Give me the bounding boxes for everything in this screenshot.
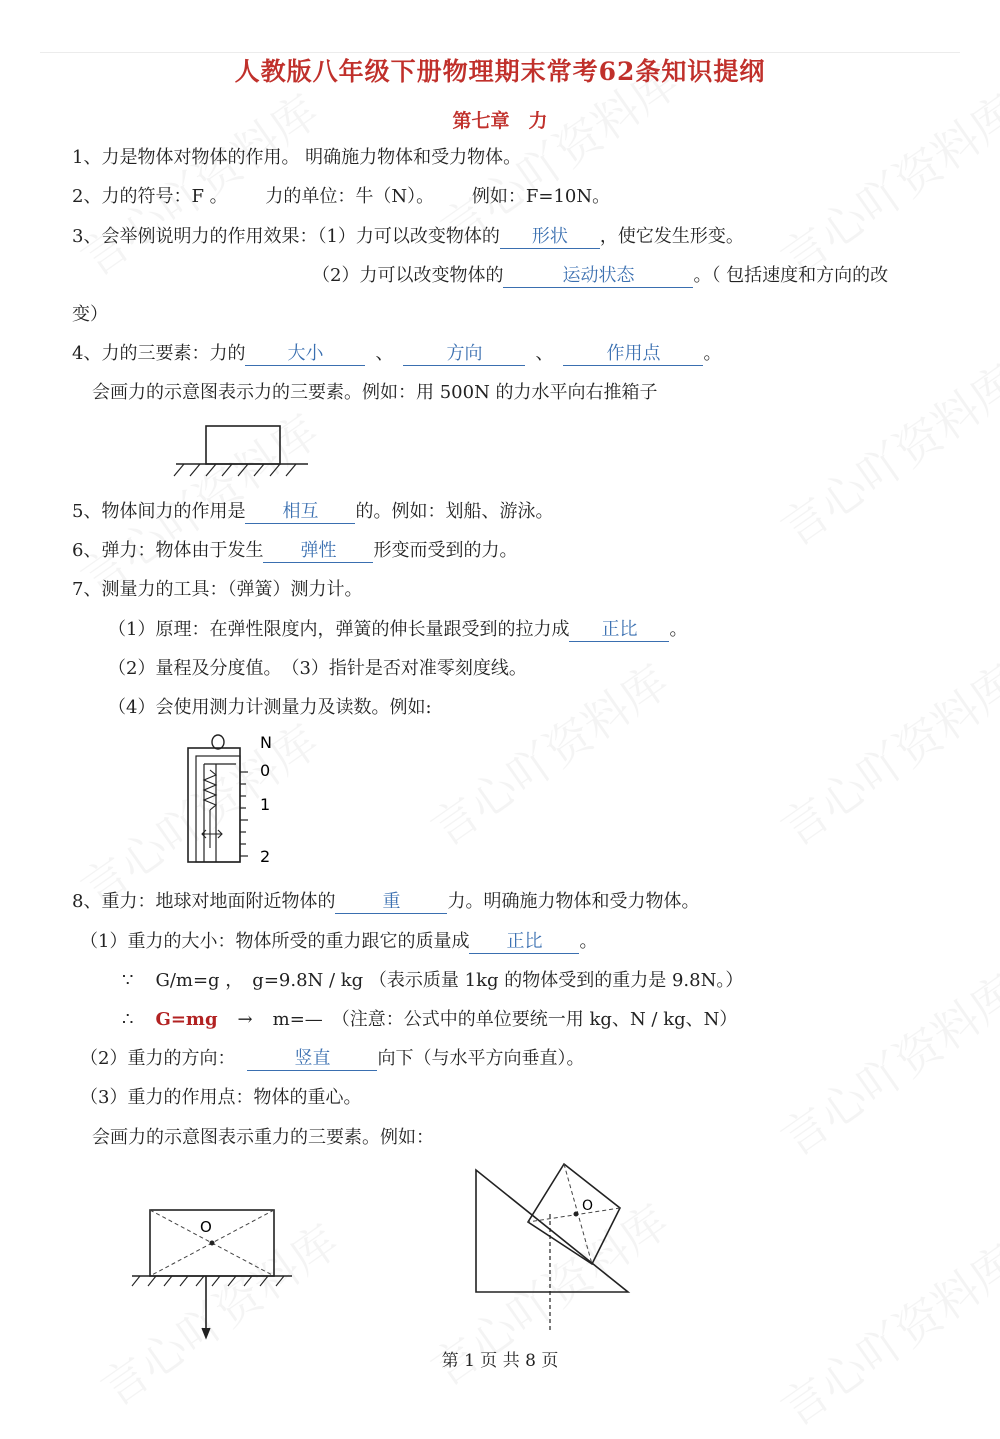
item-3b	[312, 264, 888, 288]
answer-blank: 作用点	[563, 343, 703, 366]
item-6-text: 6、弹力：物体由于发生	[72, 540, 264, 561]
answer-blank: 正比	[569, 619, 669, 642]
ground-hatching	[132, 1276, 284, 1286]
gauge-unit-label: N	[260, 733, 272, 752]
answer-blank: 重	[335, 891, 447, 914]
item-7a	[108, 618, 687, 642]
item-8-text: 8、重力：地球对地面附近物体的	[72, 891, 336, 912]
box-shape	[206, 426, 280, 464]
item-8e: （3）重力的作用点：物体的重心。	[80, 1087, 362, 1108]
item-8c-text: m=— （注意：公式中的单位要统一用 kg、N / kg、N）	[272, 1009, 738, 1030]
answer-blank: 形状	[500, 226, 600, 249]
spring-coil	[204, 770, 216, 810]
item-8d	[80, 1047, 584, 1071]
item-3	[72, 225, 744, 249]
item-5	[72, 500, 553, 524]
chapter-heading: 第七章 力	[452, 110, 548, 132]
gauge-tick-label: 0	[260, 761, 271, 780]
item-8	[72, 890, 699, 914]
formula-highlight: G=mg	[155, 1009, 218, 1030]
arrow-symbol: →	[237, 1009, 253, 1030]
answer-blank: 相互	[245, 501, 355, 524]
item-5-text: 5、物体间力的作用是	[72, 501, 246, 522]
spring-scale-diagram	[180, 730, 290, 865]
scale-ticks	[240, 772, 248, 856]
item-8d-text: （2）重力的方向：	[80, 1048, 236, 1069]
item-7: 7、测量力的工具：（弹簧）测力计。	[72, 579, 363, 600]
gauge-tick-label: 1	[260, 795, 271, 814]
separator: 、	[535, 343, 554, 364]
therefore-symbol: ∴	[122, 1009, 134, 1030]
box-on-ground-diagram	[170, 420, 320, 490]
item-2-symbol: 2、力的符号：F 。	[72, 186, 228, 207]
item-8b	[122, 969, 743, 993]
separator: 、	[375, 343, 394, 364]
center-label: O	[200, 1218, 212, 1236]
item-8b-text: G/m=g ， g=9.8N / kg （表示质量 1kg 的物体受到的重力是 9.8N。）	[155, 970, 744, 991]
item-2	[72, 185, 610, 209]
item-7c: （4）会使用测力计测量力及读数。例如:	[108, 697, 432, 718]
answer-blank: 大小	[245, 343, 365, 366]
watermark	[766, 347, 1000, 559]
page-footer: 第 1 页 共 8 页	[441, 1351, 559, 1371]
item-7a-end: 。	[669, 619, 688, 640]
answer-blank: 方向	[403, 343, 525, 366]
watermark	[766, 957, 1000, 1169]
item-8f: 会画力的示意图表示重力的三要素。例如：	[92, 1127, 434, 1148]
item-5-text-end: 的。例如：划船、游泳。	[355, 501, 554, 522]
item-7a-text: （1）原理：在弹性限度内，弹簧的伸长量跟受到的拉力成	[108, 619, 570, 640]
item-1: 1、力是物体对物体的作用。 明确施力物体和受力物体。	[72, 147, 522, 168]
item-3b-text-end: 。（ 包括速度和方向的改	[693, 265, 889, 286]
item-4b: 会画力的示意图表示力的三要素。例如：用 500N 的力水平向右推箱子	[92, 382, 658, 403]
scale-inner-frame	[196, 756, 240, 862]
hanging-ring	[212, 735, 224, 749]
item-4-end: 。	[703, 343, 722, 364]
item-7b: （2）量程及分度值。 （3）指针是否对准零刻度线。	[108, 658, 527, 679]
gauge-tick-label: 2	[260, 847, 271, 866]
item-8a	[80, 930, 597, 954]
item-8d-text-end: 向下（与水平方向垂直）。	[377, 1048, 585, 1069]
center-label: O	[582, 1198, 594, 1214]
gravity-incline-diagram	[470, 1160, 640, 1340]
because-symbol: ∵	[122, 970, 134, 991]
incline-shape	[476, 1170, 628, 1292]
item-6	[72, 539, 517, 563]
item-4-text: 4、力的三要素：力的	[72, 343, 246, 364]
center-of-gravity	[574, 1212, 579, 1217]
answer-blank: 正比	[469, 931, 579, 954]
ground-hatching	[174, 464, 296, 476]
item-2-unit: 力的单位：牛（N）。	[265, 186, 435, 207]
answer-blank: 竖直	[247, 1048, 377, 1071]
item-3-text-end: ，使它发生形变。	[599, 226, 744, 247]
item-8a-end: 。	[579, 931, 598, 952]
item-8-text-end: 力。明确施力物体和受力物体。	[447, 891, 700, 912]
watermark	[766, 1227, 1000, 1439]
item-2-example: 例如：F=10N。	[471, 186, 611, 207]
item-3b-text: （2）力可以改变物体的	[312, 265, 504, 286]
item-8c	[122, 1008, 737, 1032]
gravity-box-diagram	[128, 1200, 308, 1350]
item-3c: 变）	[72, 304, 108, 325]
item-4	[72, 342, 721, 366]
item-3-text: 3、会举例说明力的作用效果：（1）力可以改变物体的	[72, 226, 500, 247]
answer-blank: 运动状态	[503, 265, 693, 288]
center-of-gravity	[210, 1241, 215, 1246]
answer-blank: 弹性	[263, 540, 373, 563]
watermark	[766, 647, 1000, 859]
item-6-text-end: 形变而受到的力。	[373, 540, 518, 561]
page-title: 人教版八年级下册物理期末常考62条知识提纲	[234, 57, 766, 86]
item-8a-text: （1）重力的大小：物体所受的重力跟它的质量成	[80, 931, 470, 952]
